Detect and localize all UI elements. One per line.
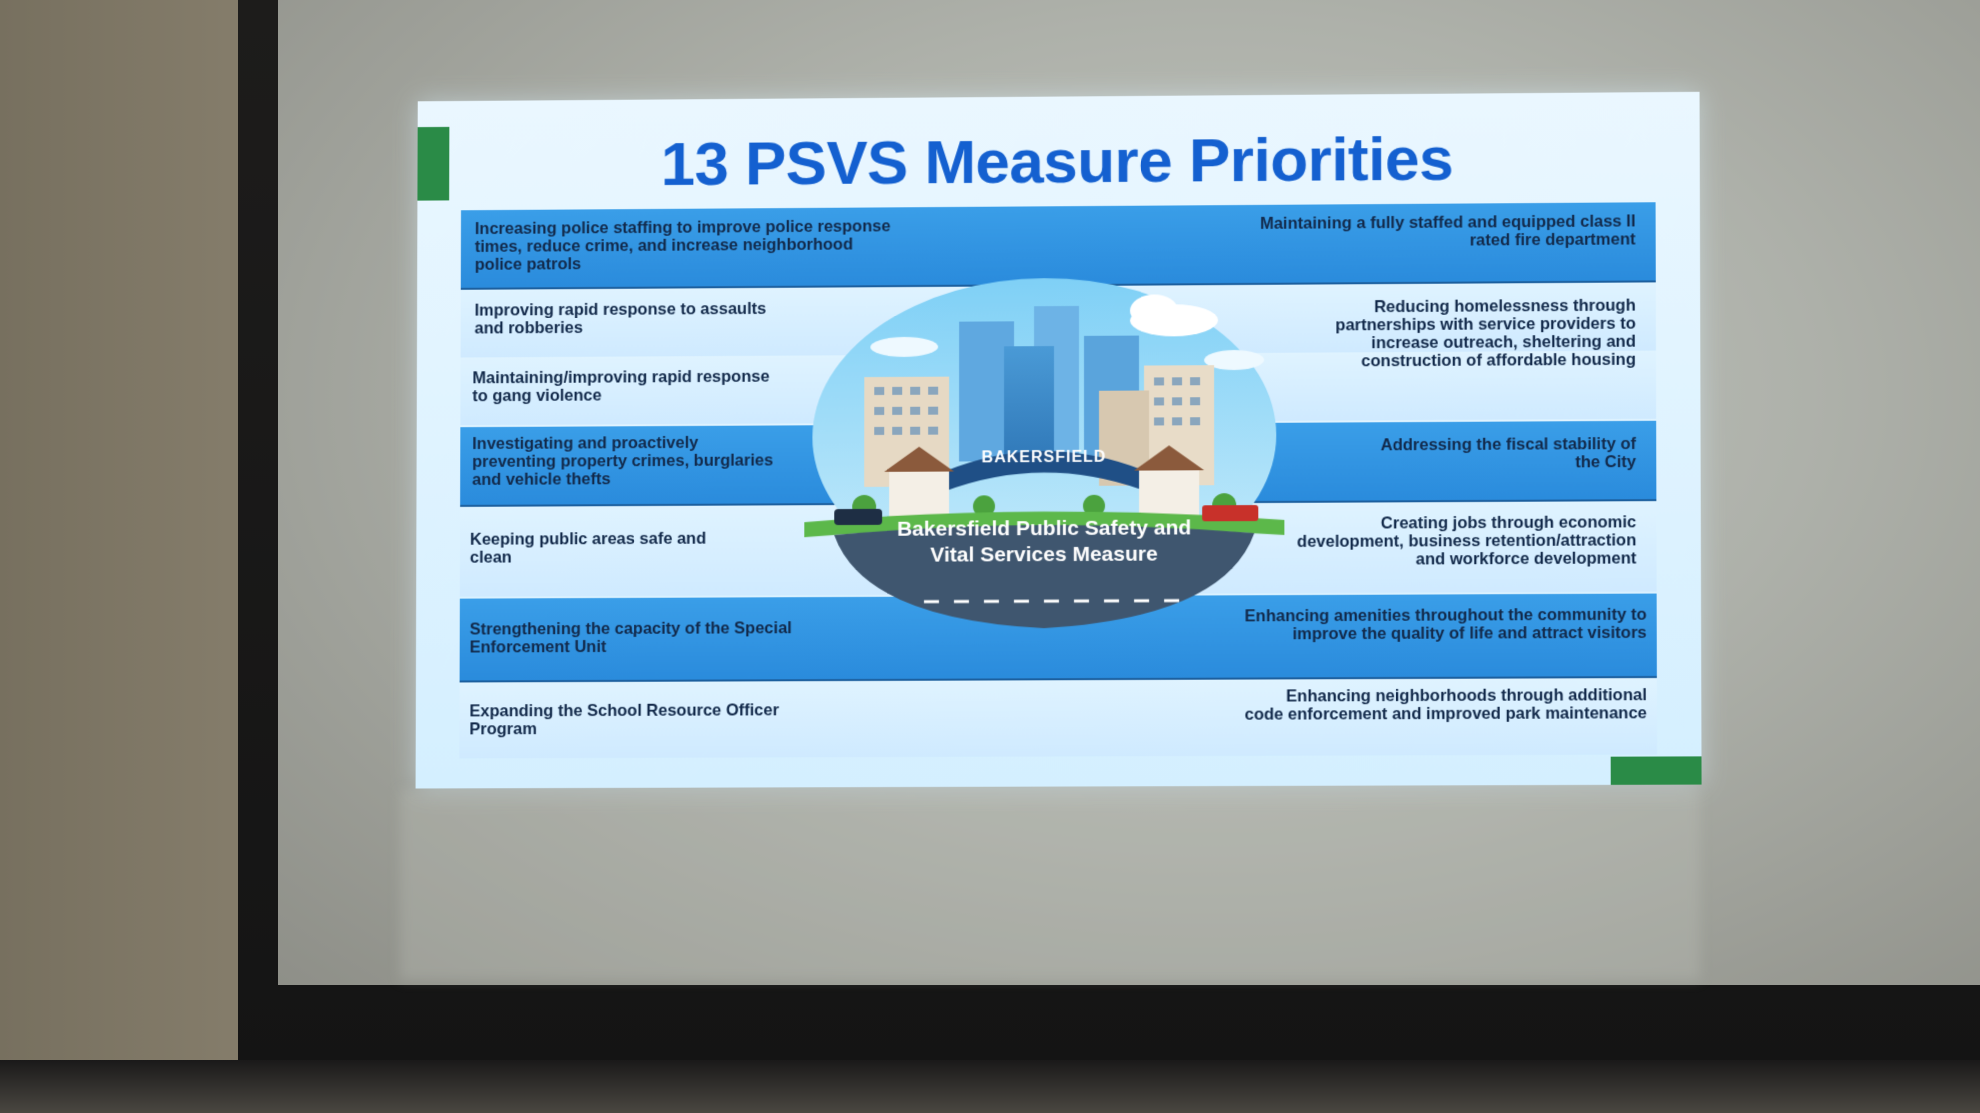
priority-left-4: Investigating and proactively preventing property crimes, burglaries and vehicle thefts xyxy=(472,433,774,489)
floor xyxy=(0,1060,1980,1113)
slide-title: 13 PSVS Measure Priorities xyxy=(660,124,1454,199)
priority-left-7: Expanding the School Resource Officer Program xyxy=(469,701,779,739)
corner-accent-bottom-right xyxy=(1611,756,1702,784)
priority-right-2: Reducing homelessness through partnerships with service providers to increase outreach, sheltering and construction of affordable housing xyxy=(1335,296,1636,371)
priority-left-5: Keeping public areas safe and clean xyxy=(469,529,707,567)
city-badge xyxy=(794,265,1294,638)
priority-right-4: Creating jobs through economic development, business retention/attraction and workforce development xyxy=(1297,513,1637,569)
bakersfield-sign: BAKERSFIELD xyxy=(981,448,1107,467)
priority-left-2: Improving rapid response to assaults and robberies xyxy=(474,299,767,338)
presentation-slide xyxy=(416,92,1702,789)
priority-left-6: Strengthening the capacity of the Special Enforcement Unit xyxy=(469,619,792,657)
wall-left xyxy=(0,0,250,1113)
priority-right-5: Enhancing amenities throughout the community to improve the quality of life and attract visitors xyxy=(1244,605,1647,644)
priority-left-1: Increasing police staffing to improve police response times, reduce crime, and increase neighborhood police patrols xyxy=(474,217,891,274)
screen-glow xyxy=(400,790,1700,980)
priority-right-6: Enhancing neighborhoods through additional code enforcement and improved park maintenance xyxy=(1244,686,1647,724)
priority-right-1: Maintaining a fully staffed and equipped class II rated fire department xyxy=(1259,212,1636,250)
badge-caption: Bakersfield Public Safety and Vital Services Measure xyxy=(897,516,1192,567)
priority-left-3: Maintaining/improving rapid response to gang violence xyxy=(472,367,770,406)
priority-right-3: Addressing the fiscal stability of the City xyxy=(1380,434,1637,472)
